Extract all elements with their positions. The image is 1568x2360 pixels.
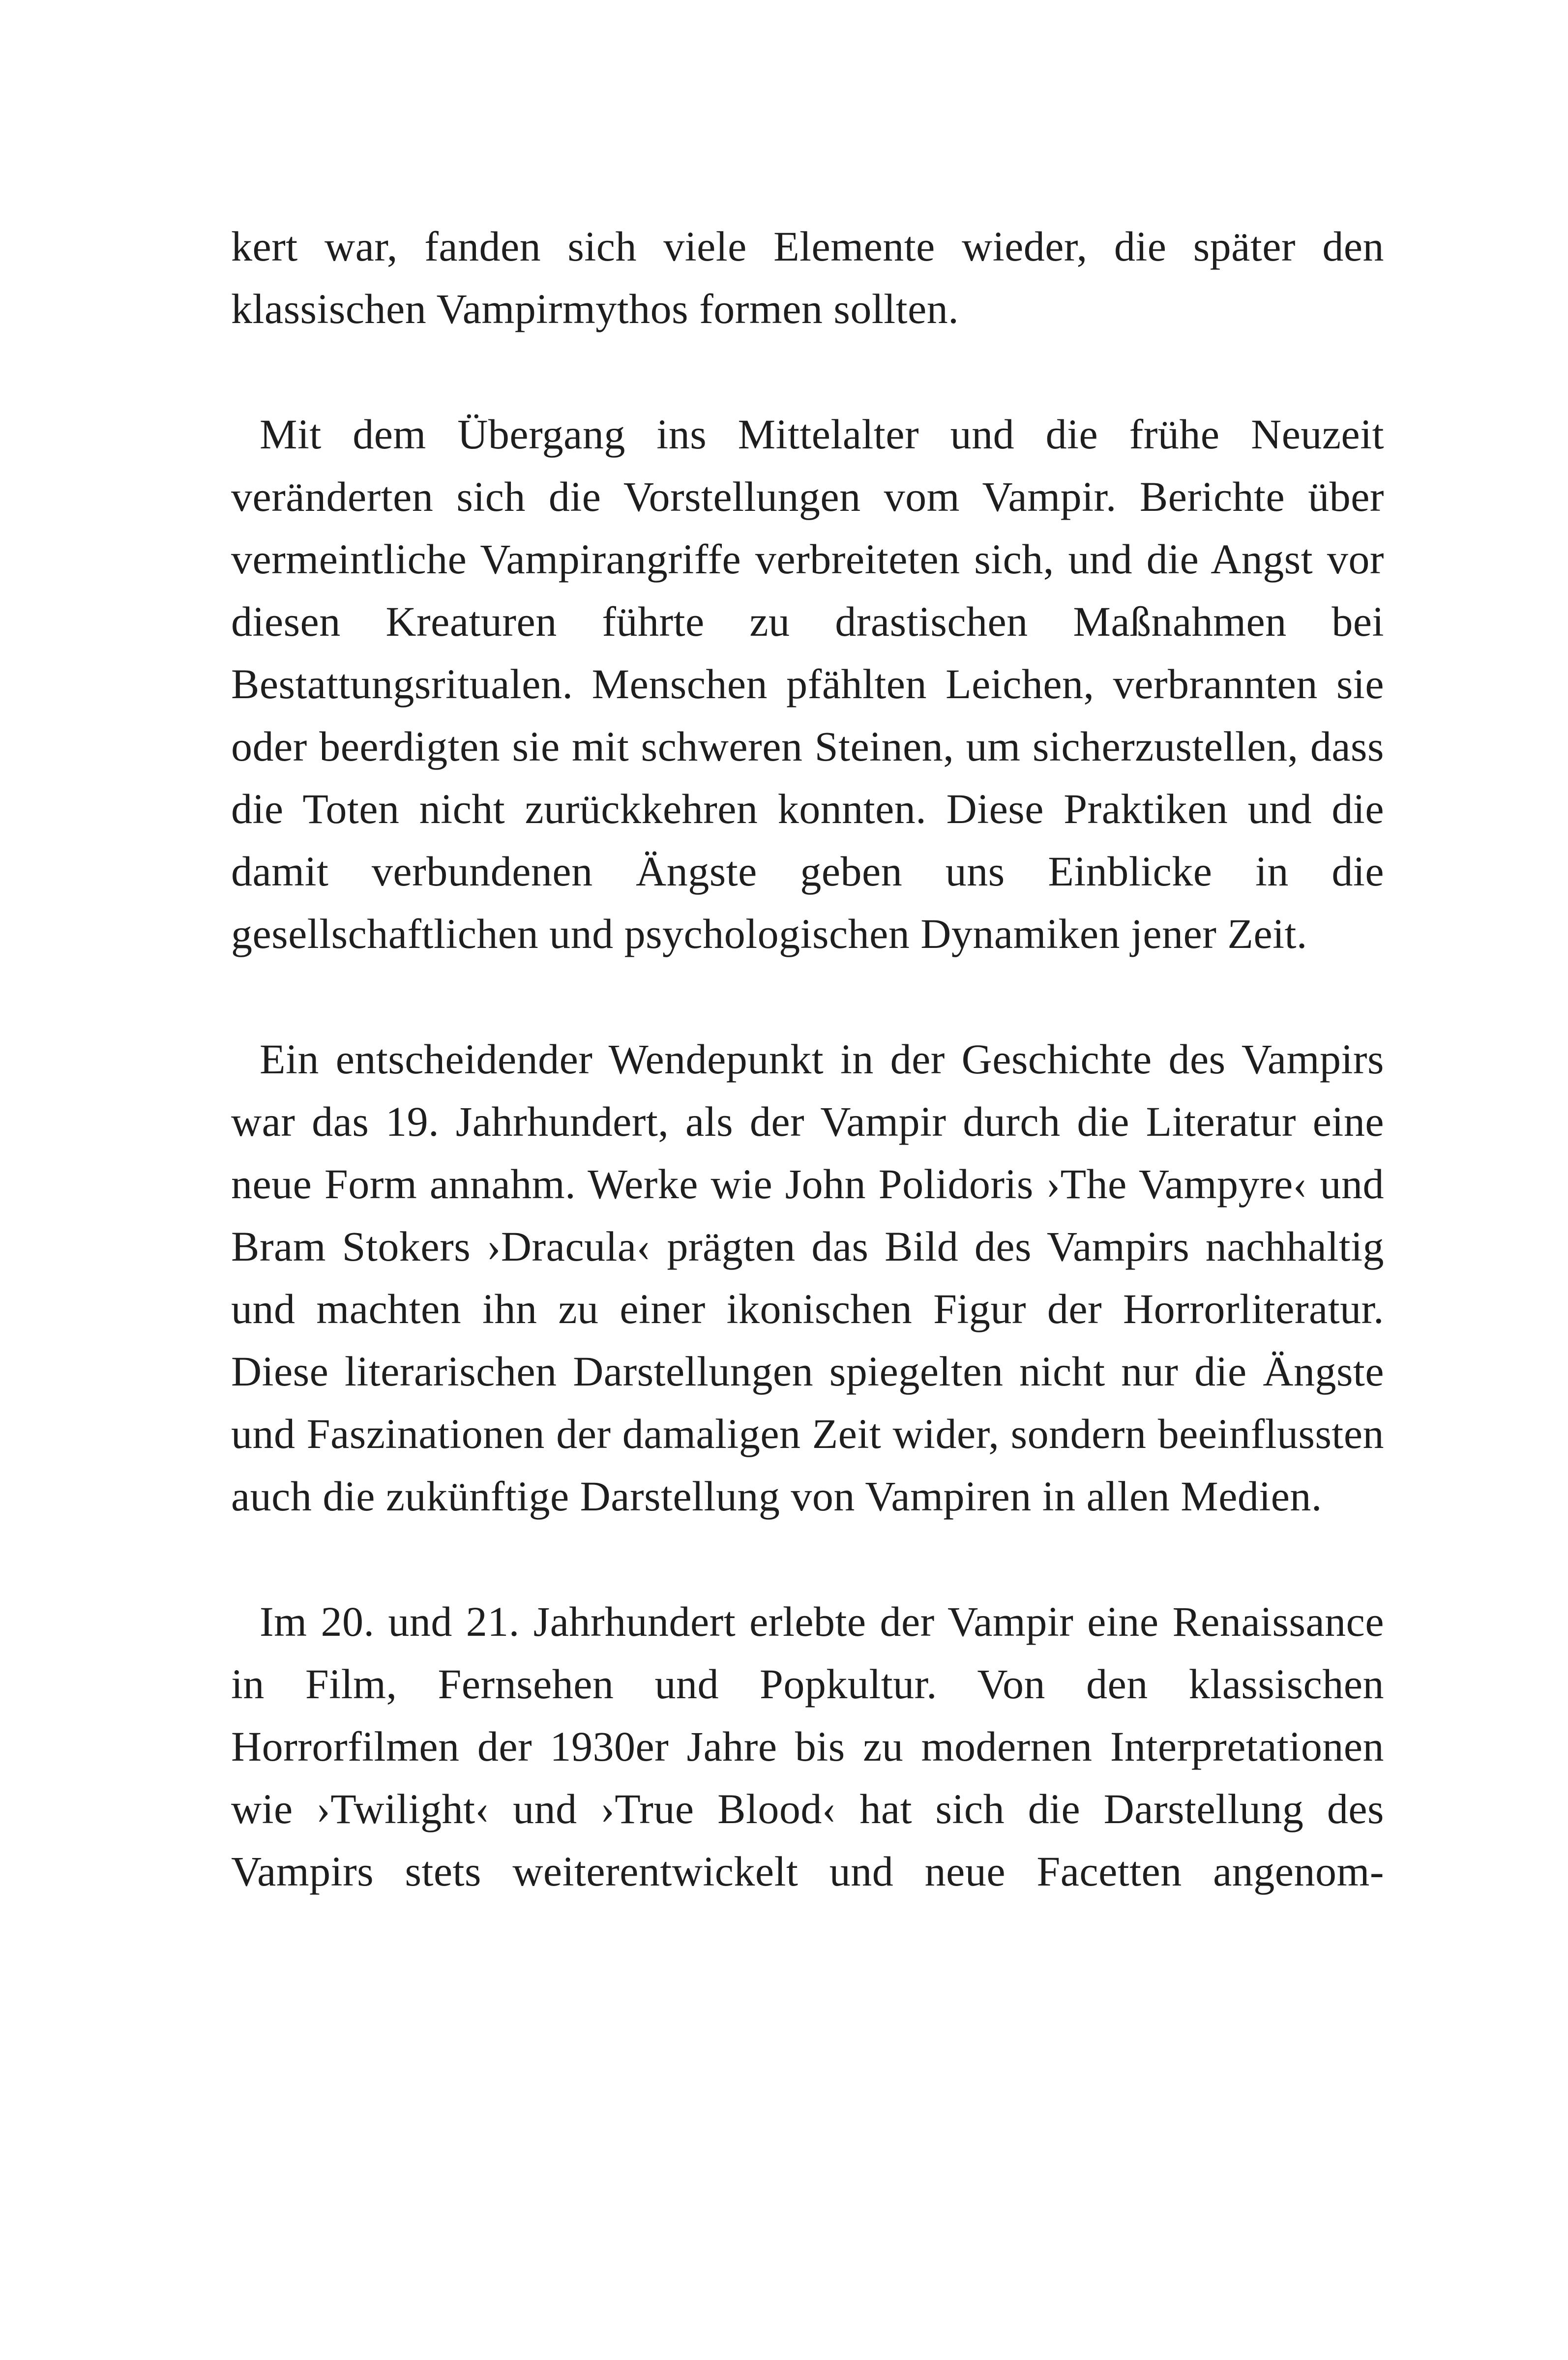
paragraph-continuation: kert war, fanden sich viele Elemente wieder, die später den klassischen Vampirmythos formen sollten. <box>231 223 1384 332</box>
paragraph-middle-ages: Mit dem Übergang ins Mittelalter und die frühe Neuzeit veränderten sich die Vorstellungen vom Vampir. Berichte über vermeintliche Vampirangriffe verbreiteten sich, und die Angst vor diesen Kreaturen führte zu drastischen Maßnahmen bei Bestattungsritualen. Menschen pfählten Leichen, verbrannten sie oder beerdigten sie mit schweren Steinen, um sicherzustellen, dass die Toten nicht zurückkehren konnten. Diese Praktiken und die damit verbundenen Ängste geben uns Einblicke in die gesellschaftlichen und psychologischen Dynamiken jener Zeit. <box>231 411 1384 957</box>
paragraph-20th-21st-century: Im 20. und 21. Jahrhundert erlebte der Vampir eine Renaissance in Film, Fernsehen und Popkultur. Von den klassischen Horrorfilmen der 1930er Jahre bis zu modernen Interpretationen wie ›Twilight‹ und ›True Blood‹ hat sich die Darstellung des Vampirs stets weiterentwickelt und neue Facetten angenom- <box>231 1598 1384 1895</box>
paragraph-19th-century: Ein entscheidender Wendepunkt in der Geschichte des Vampirs war das 19. Jahrhundert, als der Vampir durch die Literatur eine neue Form annahm. Werke wie John Polidoris ›The Vampyre‹ und Bram Stokers ›Dracula‹ prägten das Bild des Vampirs nachhaltig und machten ihn zu einer ikonischen Figur der Horrorliteratur. Diese literarischen Darstellungen spiegelten nicht nur die Ängste und Faszinationen der damaligen Zeit wider, sondern beeinflussten auch die zukünftige Darstellung von Vampiren in allen Medien. <box>231 1035 1384 1520</box>
body-text <box>231 215 1384 1903</box>
